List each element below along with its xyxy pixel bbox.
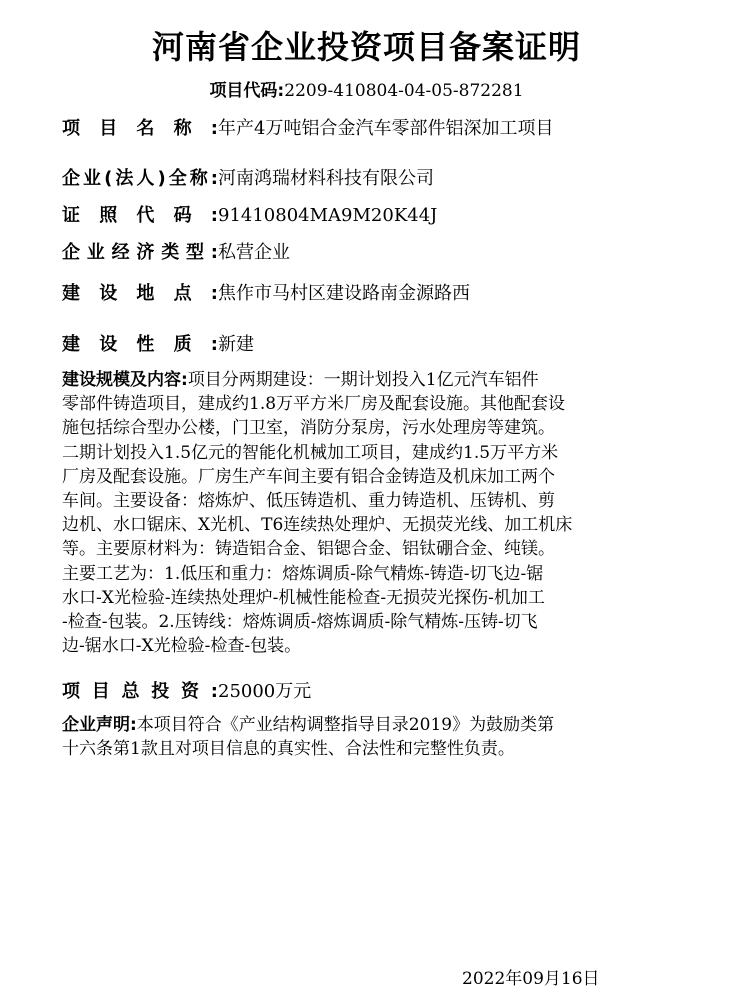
scale-line: 等。主要原材料为：铸造铝合金、铝锶合金、铝钛硼合金、纯镁。 xyxy=(62,539,555,560)
scale-line: 边机、水口锯床、X光机、T6连续热处理炉、无损荧光线、加工机床 xyxy=(62,515,573,536)
field-construction-nature xyxy=(62,330,254,356)
document-date: 2022年09月16日 xyxy=(462,969,600,989)
scale-line: 二期计划投入1.5亿元的智能化机械加工项目，建成约1.5万平方米 xyxy=(62,442,559,463)
field-label: 项目总投资: xyxy=(62,681,218,702)
scale-line: 厂房及配套设施。厂房生产车间主要有铝合金铸造及机床加工两个 xyxy=(62,466,555,487)
field-value: 91410804MA9M20K44J xyxy=(218,205,438,226)
field-label: 建设地点: xyxy=(62,283,218,304)
declaration-line: 十六条第1款且对项目信息的真实性、合法性和完整性负责。 xyxy=(62,739,515,760)
scale-and-content xyxy=(62,368,674,658)
declaration-line: 本项目符合《产业结构调整指导目录2019》为鼓励类第 xyxy=(136,715,555,735)
field-label: 项目名称: xyxy=(62,118,218,139)
field-license-code xyxy=(62,201,437,227)
field-label: 证照代码: xyxy=(62,205,218,226)
field-label: 企业(法人)全称: xyxy=(62,168,218,189)
field-company-name xyxy=(62,164,434,190)
project-code xyxy=(0,76,733,101)
field-value: 年产4万吨铝合金汽车零部件铝深加工项目 xyxy=(218,118,554,139)
scale-line: 施包括综合型办公楼，门卫室，消防分泵房，污水处理房等建筑。 xyxy=(62,418,555,439)
field-total-investment xyxy=(62,677,311,703)
project-code-value: 2209-410804-04-05-872281 xyxy=(284,81,524,101)
scale-line: 水口-X光检验-连续热处理炉-机械性能检查-无损荧光探伤-机加工 xyxy=(62,587,545,608)
scale-line: 主要工艺为：1.低压和重力：熔炼调质-除气精炼-铸造-切飞边-锯 xyxy=(62,563,544,584)
field-value: 私营企业 xyxy=(218,242,290,263)
field-value: 25000万元 xyxy=(218,681,312,702)
declaration-label: 企业声明: xyxy=(62,715,137,735)
field-economic-type xyxy=(62,238,290,264)
scale-line: 零部件铸造项目，建成约1.8万平方米厂房及配套设施。其他配套设 xyxy=(62,394,566,415)
scale-label: 建设规模及内容: xyxy=(62,370,188,390)
scale-line: 车间。主要设备：熔炼炉、低压铸造机、重力铸造机、压铸机、剪 xyxy=(62,491,555,512)
field-value: 新建 xyxy=(218,334,254,355)
scale-line: 项目分两期建设：一期计划投入1亿元汽车铝件 xyxy=(187,370,539,390)
field-label: 建设性质: xyxy=(62,334,218,355)
field-label: 企业经济类型: xyxy=(62,242,218,263)
scale-line: 边-锯水口-X光检验-检查-包装。 xyxy=(62,636,302,657)
field-value: 焦作市马村区建设路南金源路西 xyxy=(218,283,470,304)
document-title: 河南省企业投资项目备案证明 xyxy=(151,28,581,66)
field-project-name xyxy=(62,114,553,140)
field-location xyxy=(62,279,470,305)
project-code-label: 项目代码: xyxy=(209,81,285,101)
enterprise-declaration xyxy=(62,713,674,761)
field-value: 河南鸿瑞材料科技有限公司 xyxy=(218,168,434,189)
scale-line: -检查-包装。2.压铸线：熔炼调质-熔炼调质-除气精炼-压铸-切飞 xyxy=(62,612,538,633)
